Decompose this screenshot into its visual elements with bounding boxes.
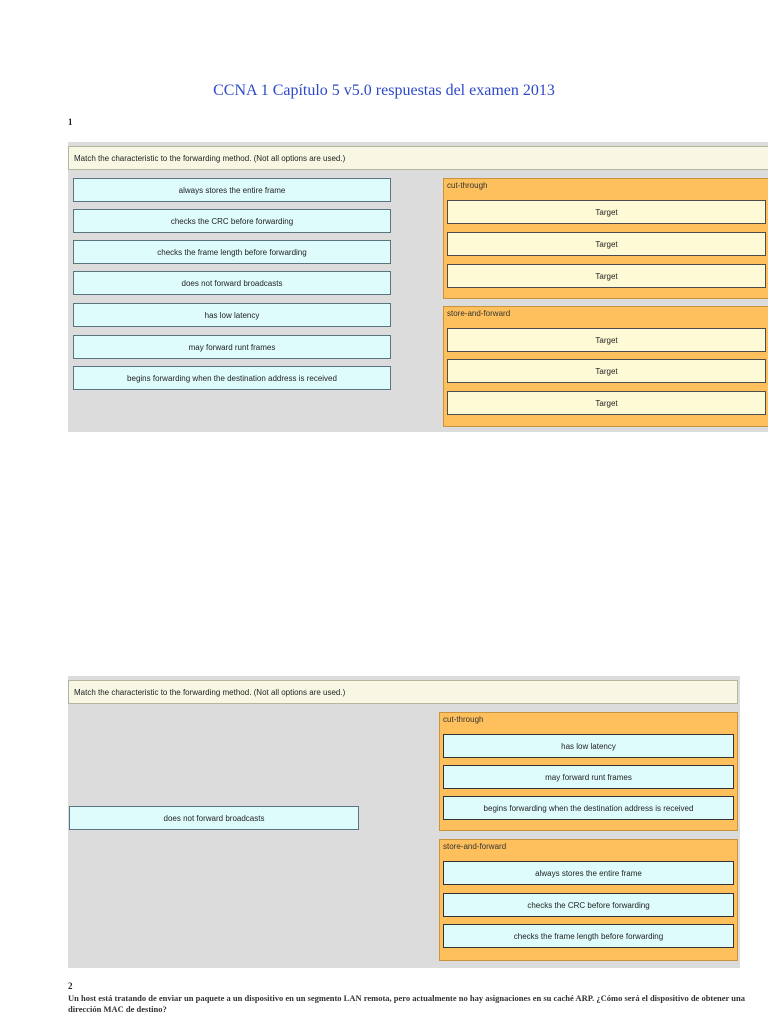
group-label: store-and-forward [443,842,507,851]
answer-group-cut-through [439,712,738,831]
drop-target[interactable]: Target [447,359,766,383]
drag-option[interactable]: always stores the entire frame [73,178,391,202]
drag-option[interactable]: checks the CRC before forwarding [73,209,391,233]
group-label: cut-through [443,715,484,724]
question-number: 2 [68,981,73,991]
drop-group-store-and-forward [443,306,768,427]
drag-option[interactable]: has low latency [73,303,391,327]
unused-option: does not forward broadcasts [69,806,359,830]
drop-group-cut-through [443,178,768,299]
drop-target[interactable]: Target [447,328,766,352]
question-panel [68,142,768,432]
drop-target[interactable]: Target [447,264,766,288]
question-number: 1 [68,117,73,127]
group-label: store-and-forward [447,309,511,318]
drag-option[interactable]: may forward runt frames [73,335,391,359]
drag-option[interactable]: does not forward broadcasts [73,271,391,295]
page-title: CCNA 1 Capítulo 5 v5.0 respuestas del examen 2013 [213,82,555,99]
answer-group-store-and-forward [439,839,738,961]
question-text: Un host está tratando de enviar un paquete a un dispositivo en un segmento LAN remota, pero actualmente no hay asignaciones en su caché ARP. ¿Cómo será el dispositivo de obtener una dirección MAC de destino? [68,993,745,1014]
drop-target[interactable]: Target [447,200,766,224]
group-label: cut-through [447,181,488,190]
instruction-text: Match the characteristic to the forwarding method. (Not all options are used.) [68,680,738,704]
answer-item: begins forwarding when the destination address is received [443,796,734,820]
drag-option[interactable]: begins forwarding when the destination address is received [73,366,391,390]
drop-target[interactable]: Target [447,391,766,415]
instruction-text: Match the characteristic to the forwarding method. (Not all options are used.) [68,146,768,170]
answer-item: always stores the entire frame [443,861,734,885]
answer-item: has low latency [443,734,734,758]
answer-panel [68,676,740,968]
answer-item: checks the frame length before forwarding [443,924,734,948]
drag-option[interactable]: checks the frame length before forwarding [73,240,391,264]
drop-target[interactable]: Target [447,232,766,256]
answer-item: checks the CRC before forwarding [443,893,734,917]
answer-item: may forward runt frames [443,765,734,789]
